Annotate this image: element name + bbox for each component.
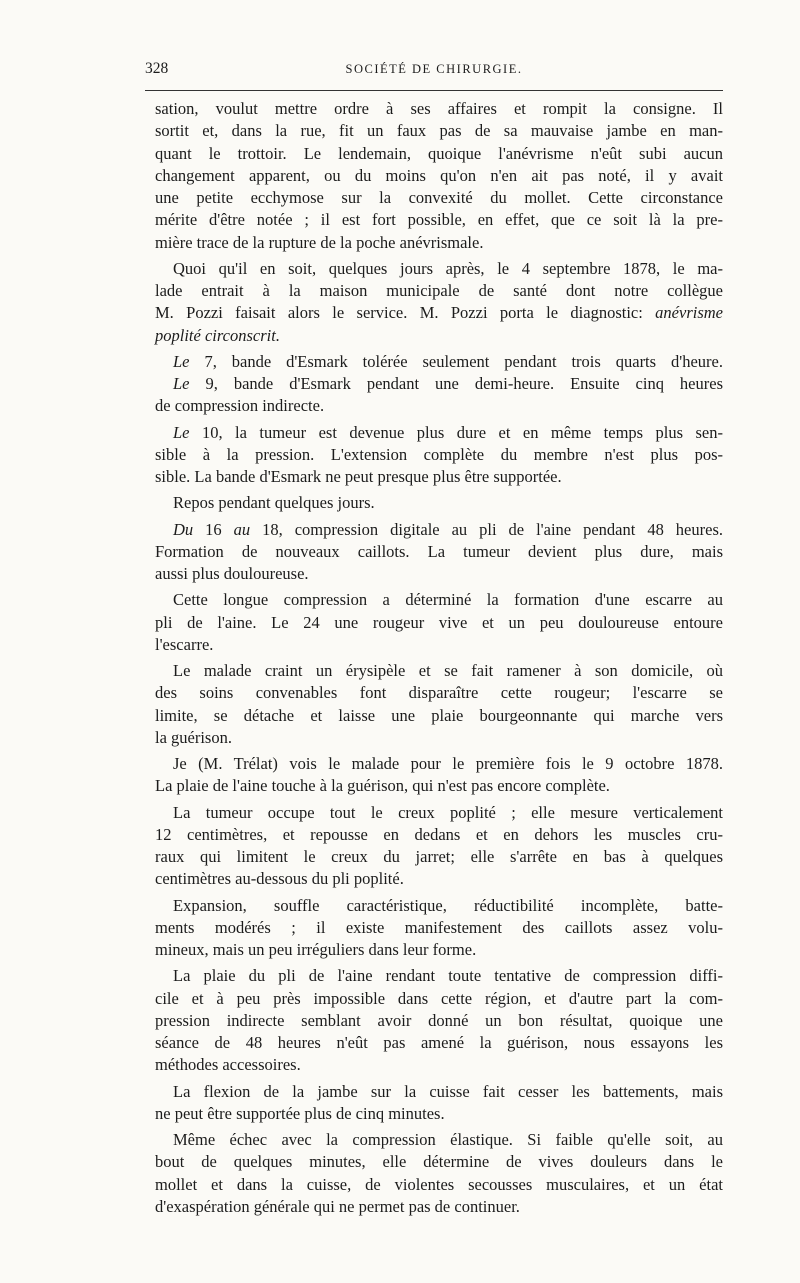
text-run: cile et à peu près impossible dans cette région, et d'autre part la com-: [155, 988, 723, 1008]
text-line: [155, 422, 723, 444]
text-line: [155, 373, 723, 395]
text-line: [155, 492, 723, 514]
text-run: méthodes accessoires.: [155, 1055, 301, 1075]
text-run: l'escarre.: [155, 634, 214, 654]
text-line: [155, 280, 723, 302]
text-line: [155, 165, 723, 187]
text-run: changement apparent, ou du moins qu'on n'en ait pas noté, il y avait: [155, 165, 723, 185]
text-line: [155, 705, 723, 727]
paragraph-gap: [155, 1218, 723, 1222]
text-line: [155, 1151, 723, 1173]
text-line: [155, 258, 723, 280]
text-run: M. Pozzi faisait alors le service. M. Pozzi porta le diagnostic:: [155, 303, 656, 323]
running-head: SOCIÉTÉ DE CHIRURGIE.: [345, 62, 523, 76]
header-rule: [145, 90, 723, 91]
text-run: Cette longue compression a déterminé la formation d'une escarre au: [173, 590, 723, 610]
text-line: [155, 209, 723, 231]
text-line: [155, 634, 723, 656]
text-line: [155, 120, 723, 142]
page-number: 328: [145, 60, 169, 77]
text-run: bout de quelques minutes, elle détermine de vives douleurs dans le: [155, 1152, 723, 1172]
text-line: [155, 563, 723, 585]
text-run: Je (M. Trélat) vois le malade pour le première fois le 9 octobre 1878.: [173, 754, 723, 773]
text-line: [155, 895, 723, 917]
text-line: [155, 824, 723, 846]
text-run: mérite d'être notée ; il est fort possible, en effet, que ce soit là la pre-: [155, 210, 723, 230]
text-line: [155, 939, 723, 961]
text-line: [155, 917, 723, 939]
text-run: mollet et dans la cuisse, de violentes secousses musculaires, et un état: [155, 1174, 723, 1194]
text-run: 10, la tumeur est devenue plus dure et en même temps plus sen-: [189, 422, 723, 442]
text-run: aussi plus douloureuse.: [155, 564, 309, 583]
italic-run: Le: [173, 374, 190, 393]
text-run: 12 centimètres, et repousse en dedans et en dehors les muscles cru-: [155, 824, 723, 844]
text-run: Le malade craint un érysipèle et se fait ramener à son domicile, où: [173, 661, 723, 680]
text-line: [155, 302, 723, 324]
text-line: [155, 802, 723, 824]
text-run: raux qui limitent le creux du jarret; elle s'arrête en bas à quelques: [155, 847, 723, 866]
text-run: sible. La bande d'Esmark ne peut presque plus être supportée.: [155, 467, 562, 486]
text-run: 9, bande d'Esmark pendant une demi-heure. Ensuite cinq heures: [189, 374, 723, 393]
text-run: séance de 48 heures n'eût pas amené la guérison, nous essayons les: [155, 1033, 723, 1052]
text-run: 18, compression digitale au pli de l'aine pendant 48 heures.: [250, 519, 723, 539]
text-run: sortit et, dans la rue, fit un faux pas de sa mauvaise jambe en man-: [155, 121, 723, 141]
text-run: Même échec avec la compression élastique. Si faible qu'elle soit, au: [173, 1130, 723, 1149]
page-header: [145, 60, 723, 78]
text-run: lade entrait à la maison municipale de santé dont notre collègue: [155, 281, 723, 300]
text-line: [155, 1103, 723, 1125]
text-line: [155, 541, 723, 563]
text-run: sation, voulut mettre ordre à ses affaires et rompit la consigne. Il: [155, 99, 723, 118]
italic-run: anévrisme: [655, 303, 723, 323]
text-run: ne peut être supportée plus de cinq minutes.: [155, 1103, 445, 1123]
text-run: 16: [193, 519, 234, 539]
body-text: [155, 98, 723, 1222]
text-line: [155, 589, 723, 611]
text-line: [155, 444, 723, 466]
text-line: [155, 519, 723, 541]
italic-run: Le: [173, 422, 190, 442]
text-run: ments modérés ; il existe manifestement des caillots assez volu-: [155, 917, 723, 937]
text-line: [155, 1054, 723, 1076]
text-line: [155, 775, 723, 797]
text-line: [155, 1129, 723, 1151]
text-line: [155, 727, 723, 749]
text-line: [155, 98, 723, 120]
text-run: Formation de nouveaux caillots. La tumeur devient plus dure, mais: [155, 541, 723, 561]
text-run: mineux, mais un peu irréguliers dans leur forme.: [155, 940, 477, 959]
italic-run: au: [233, 519, 251, 539]
text-line: [155, 612, 723, 634]
text-run: mière trace de la rupture de la poche anévrismale.: [155, 232, 484, 252]
text-line: [155, 351, 723, 373]
text-run: limite, se détache et laisse une plaie bourgeonnante qui marche vers: [155, 705, 723, 725]
text-run: Repos pendant quelques jours.: [173, 493, 375, 513]
text-line: [155, 1032, 723, 1054]
text-line: [155, 232, 723, 254]
text-run: de compression indirecte.: [155, 396, 325, 416]
text-run: la guérison.: [155, 727, 232, 747]
text-line: [155, 1174, 723, 1196]
text-run: Expansion, souffle caractéristique, réductibilité incomplète, batte-: [173, 895, 723, 915]
text-run: sible à la pression. L'extension complète du membre n'est plus pos-: [155, 444, 723, 464]
text-line: [155, 1010, 723, 1032]
text-run: une petite ecchymose sur la convexité du mollet. Cette circonstance: [155, 188, 723, 207]
text-line: [155, 682, 723, 704]
text-run: Quoi qu'il en soit, quelques jours après, le 4 septembre 1878, le ma-: [173, 258, 723, 278]
italic-run: Le: [173, 351, 190, 371]
text-line: [155, 753, 723, 775]
text-line: [155, 1081, 723, 1103]
text-run: centimètres au-dessous du pli poplité.: [155, 869, 404, 889]
text-run: d'exaspération générale qui ne permet pas de continuer.: [155, 1196, 520, 1216]
text-line: [155, 325, 723, 347]
text-run: La flexion de la jambe sur la cuisse fait cesser les battements, mais: [173, 1081, 723, 1101]
text-line: [155, 466, 723, 488]
text-line: [155, 660, 723, 682]
text-line: [155, 395, 723, 417]
text-line: [155, 846, 723, 868]
text-run: pression indirecte semblant avoir donné un bon résultat, quoique une: [155, 1010, 723, 1030]
text-line: [155, 965, 723, 987]
text-run: La tumeur occupe tout le creux poplité ; elle mesure verticalement: [173, 802, 723, 822]
text-run: quant le trottoir. Le lendemain, quoique l'anévrisme n'eût subi aucun: [155, 143, 723, 163]
text-run: La plaie de l'aine touche à la guérison, qui n'est pas encore complète.: [155, 776, 610, 796]
text-line: [155, 868, 723, 890]
text-line: [155, 143, 723, 165]
text-line: [155, 1196, 723, 1218]
italic-run: Du: [173, 519, 194, 539]
text-run: pli de l'aine. Le 24 une rougeur vive et un peu douloureuse entoure: [155, 612, 723, 632]
text-run: des soins convenables font disparaître cette rougeur; l'escarre se: [155, 683, 723, 703]
text-line: [155, 187, 723, 209]
text-run: La plaie du pli de l'aine rendant toute tentative de compression diffi-: [173, 966, 723, 986]
text-run: 7, bande d'Esmark tolérée seulement pendant trois quarts d'heure.: [189, 351, 723, 371]
italic-run: poplité circonscrit.: [155, 325, 280, 345]
text-line: [155, 988, 723, 1010]
